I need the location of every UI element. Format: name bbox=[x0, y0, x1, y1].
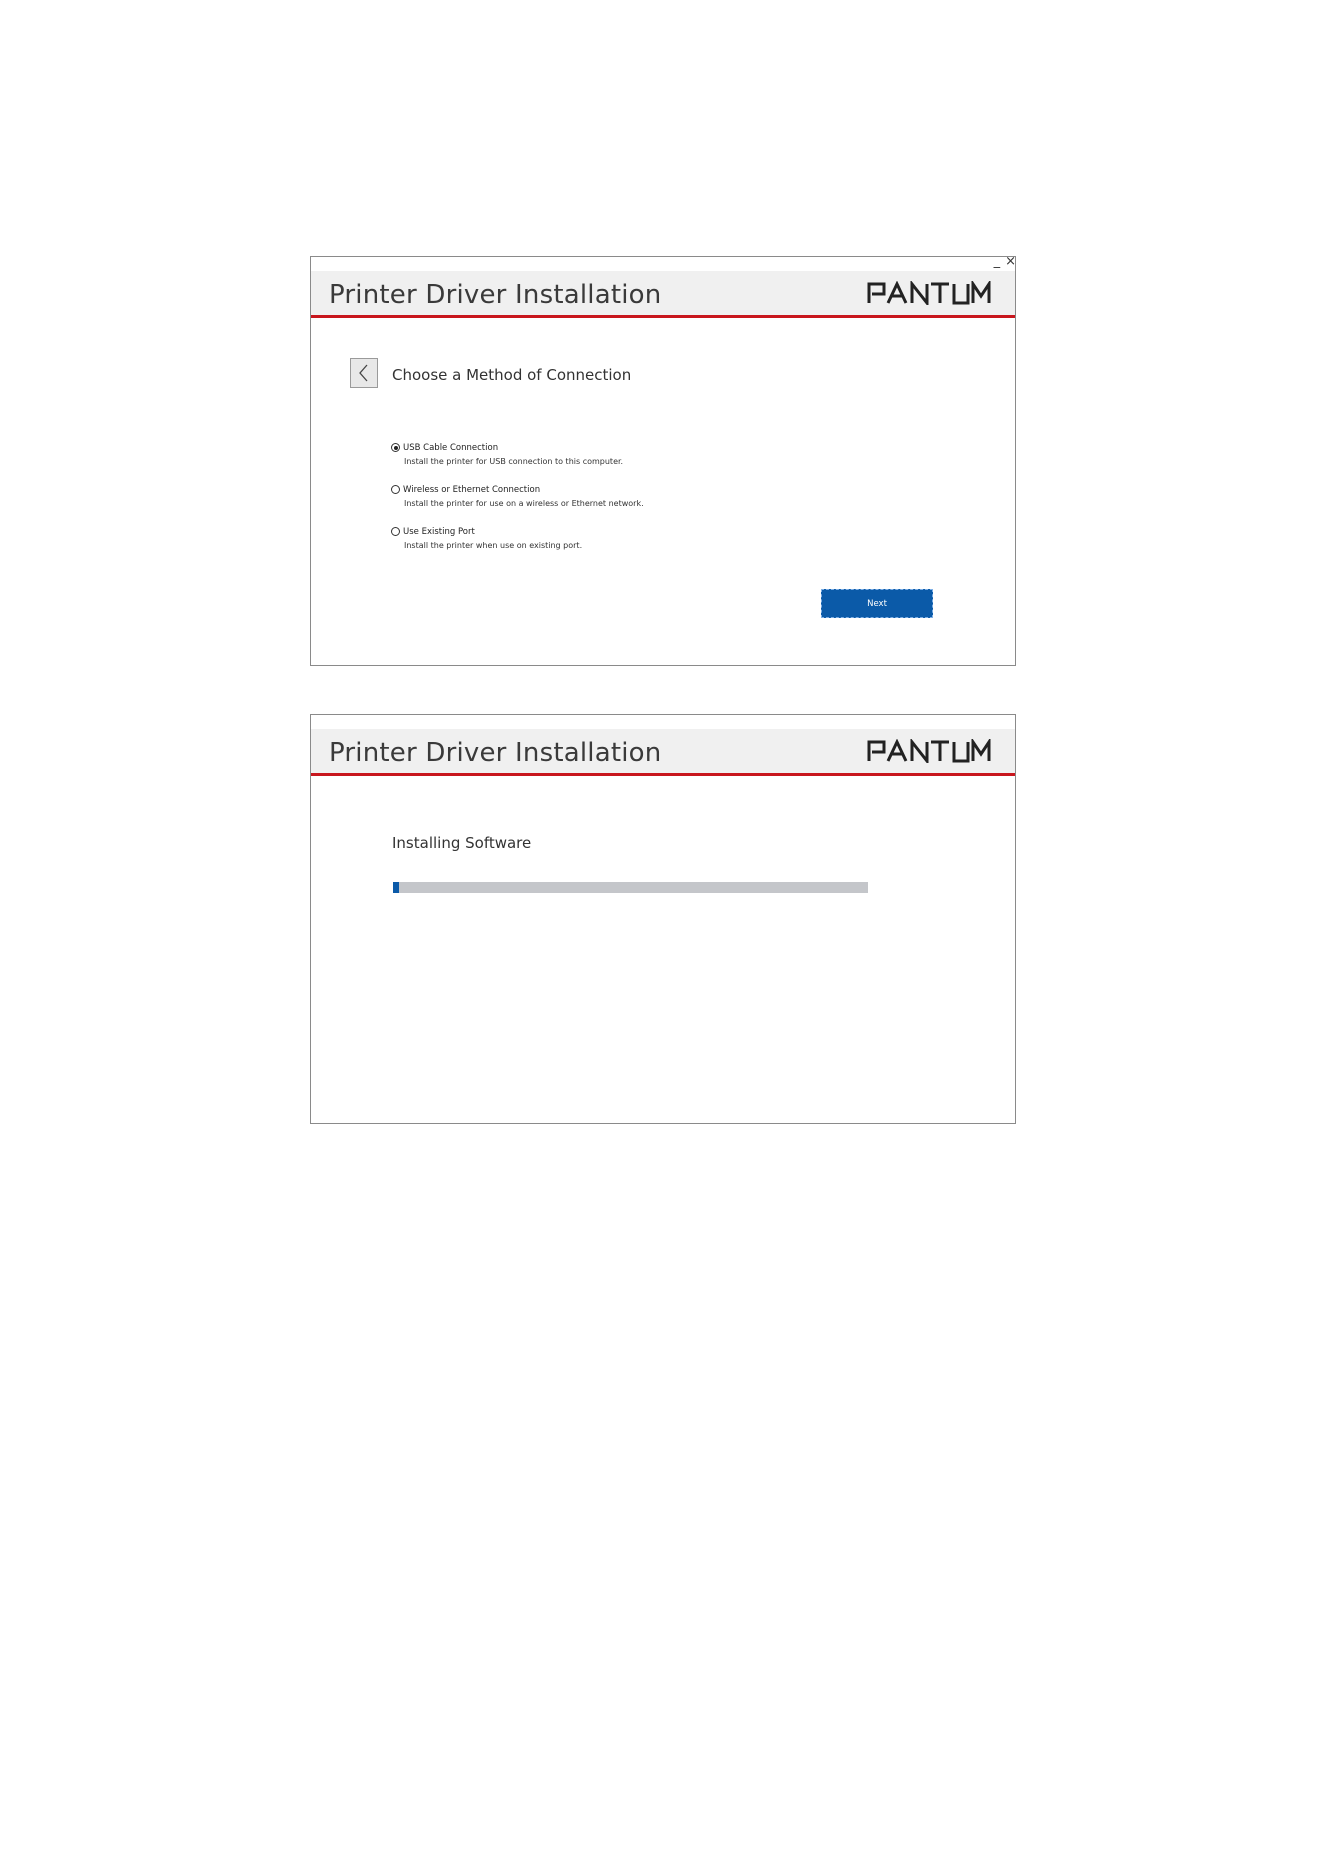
option-usb[interactable] bbox=[391, 441, 791, 468]
installer-header bbox=[311, 729, 1015, 776]
pantum-logo bbox=[867, 281, 999, 309]
window-controls bbox=[989, 255, 1016, 269]
install-status-title: Installing Software bbox=[392, 834, 532, 852]
pantum-logo-mark bbox=[867, 281, 999, 305]
page-title: Choose a Method of Connection bbox=[392, 366, 632, 384]
back-button[interactable] bbox=[350, 358, 378, 388]
option-wireless[interactable] bbox=[391, 483, 791, 510]
option-existing-port-description: Install the printer when use on existing port. bbox=[404, 541, 583, 550]
option-existing-port-label[interactable]: Use Existing Port bbox=[403, 526, 475, 537]
radio-existing-port[interactable] bbox=[391, 527, 400, 536]
chevron-left-icon bbox=[357, 363, 371, 383]
install-progress-fill bbox=[393, 882, 399, 893]
option-existing-port[interactable] bbox=[391, 525, 791, 552]
option-usb-label[interactable]: USB Cable Connection bbox=[403, 442, 499, 453]
radio-usb[interactable] bbox=[391, 443, 400, 452]
close-icon[interactable]: × bbox=[1005, 254, 1016, 269]
next-button[interactable]: Next bbox=[821, 589, 933, 618]
header-title: Printer Driver Installation bbox=[329, 280, 662, 310]
connection-method-window bbox=[310, 256, 1016, 666]
install-progress-bar bbox=[393, 882, 868, 893]
installing-window bbox=[310, 714, 1016, 1124]
header-title: Printer Driver Installation bbox=[329, 738, 662, 768]
pantum-logo bbox=[867, 739, 999, 767]
installer-header bbox=[311, 271, 1015, 318]
option-usb-description: Install the printer for USB connection to this computer. bbox=[404, 457, 624, 466]
radio-wireless[interactable] bbox=[391, 485, 400, 494]
option-wireless-label[interactable]: Wireless or Ethernet Connection bbox=[403, 484, 541, 495]
minimize-icon[interactable]: _ bbox=[993, 254, 1001, 269]
pantum-logo-mark bbox=[867, 739, 999, 763]
option-wireless-description: Install the printer for use on a wireless or Ethernet network. bbox=[404, 499, 644, 508]
